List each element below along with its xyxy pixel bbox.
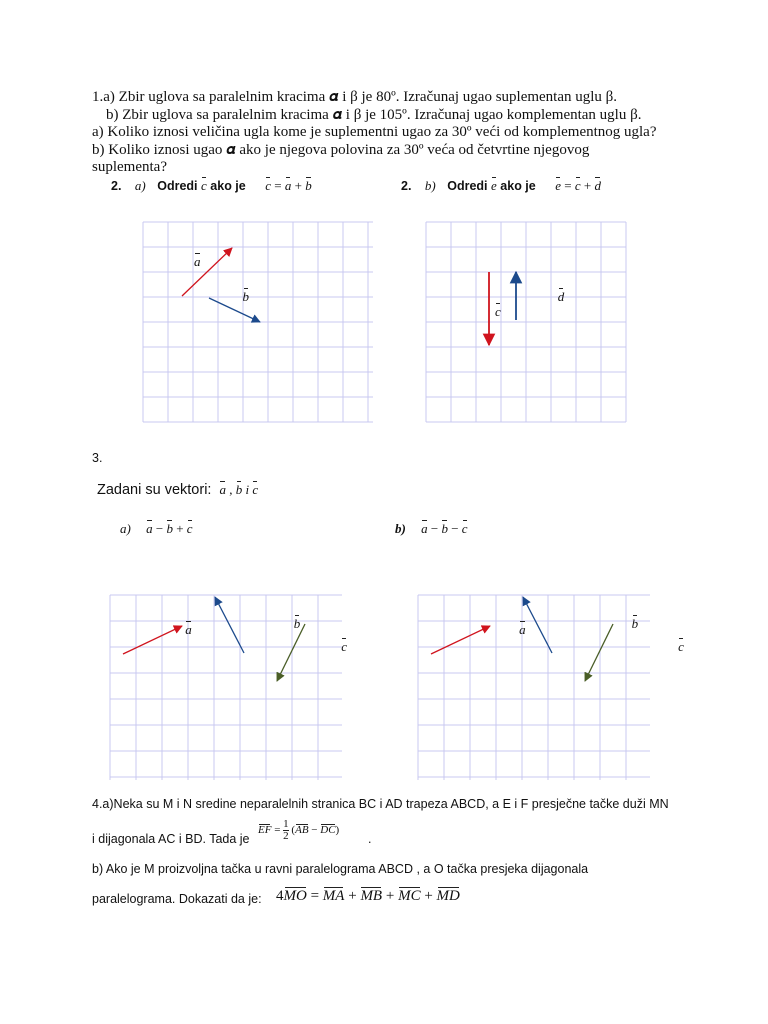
grid-label-b: b	[242, 289, 249, 304]
grid-label-a: a	[519, 622, 526, 637]
grid-label-a: a	[194, 254, 201, 269]
grid-label-a: a	[185, 622, 192, 637]
problem3-heading: Zadani su vektori: a , b i c	[97, 482, 259, 498]
problem1-line4: b) Koliko iznosi ugao 𝜶 ako je njegova polovina za 30º veća od četvrtine njegovog	[92, 142, 590, 158]
grid-2b	[426, 222, 626, 422]
problem4-line4: paralelograma. Dokazati da je:	[92, 892, 262, 906]
grid-3a	[110, 595, 342, 780]
vector-c-arrow	[585, 624, 613, 681]
problem2b-heading: 2. b) Odredi e ako je e = c + d	[401, 178, 601, 193]
vector-c-arrow	[277, 624, 305, 681]
problem2a-heading: 2. a) Odredi c ako je c = a + b	[111, 178, 312, 193]
grid-label-d: d	[557, 289, 565, 304]
vector-a-arrow	[123, 626, 182, 654]
grid-label-b: b	[293, 616, 301, 631]
problem3-number: 3.	[92, 451, 103, 465]
problem2b-equation: e = c + d	[555, 178, 601, 193]
vector-b-arrow	[209, 298, 260, 322]
problem1-line1: 1.a) Zbir uglova sa paralelnim kracima 𝜶 i β je 80º. Izračunaj ugao suplementan uglu β.	[92, 89, 618, 105]
grid-label-b: b	[631, 616, 639, 631]
problem4-formula-ef: EF = $\frac{1}{2}$ (AB − DC)	[258, 818, 340, 842]
grid-label-c: c	[495, 304, 501, 319]
problem4-line2-end: .	[368, 832, 372, 846]
grid-3b	[418, 595, 650, 780]
problem4-line3: b) Ako je M proizvoljna tačka u ravni paralelograma ABCD , a O tačka presjeka dijagonala	[92, 862, 589, 876]
grid-2a	[143, 222, 373, 422]
grid-label-c: c	[678, 639, 684, 654]
grid-label-c: c	[341, 639, 348, 654]
vector-a-arrow	[431, 626, 490, 654]
problem2a-equation: c = a + b	[265, 178, 312, 193]
problem1-line3: a) Koliko iznosi veličina ugla kome je suplementni ugao za 30º veći od komplementnog ugla?	[92, 124, 657, 140]
problem3b-expression: b) a − b − c	[395, 521, 468, 536]
problem1-line2: b) Zbir uglova sa paralelnim kracima 𝜶 i β je 105º. Izračunaj ugao komplementan uglu β.	[106, 107, 642, 123]
problem1-line5: suplementa?	[92, 159, 167, 175]
problem4-line2: i dijagonala AC i BD. Tada je	[92, 832, 250, 846]
problem4-formula-mo: 4MO = MA + MB + MC + MD	[276, 888, 460, 904]
problem3a-expression: a) a − b + c	[120, 521, 193, 536]
problem4-line1: 4.a)Neka su M i N sredine neparalelnih stranica BC i AD trapeza ABCD, a E i F presječne tačke duži MN	[92, 797, 669, 811]
